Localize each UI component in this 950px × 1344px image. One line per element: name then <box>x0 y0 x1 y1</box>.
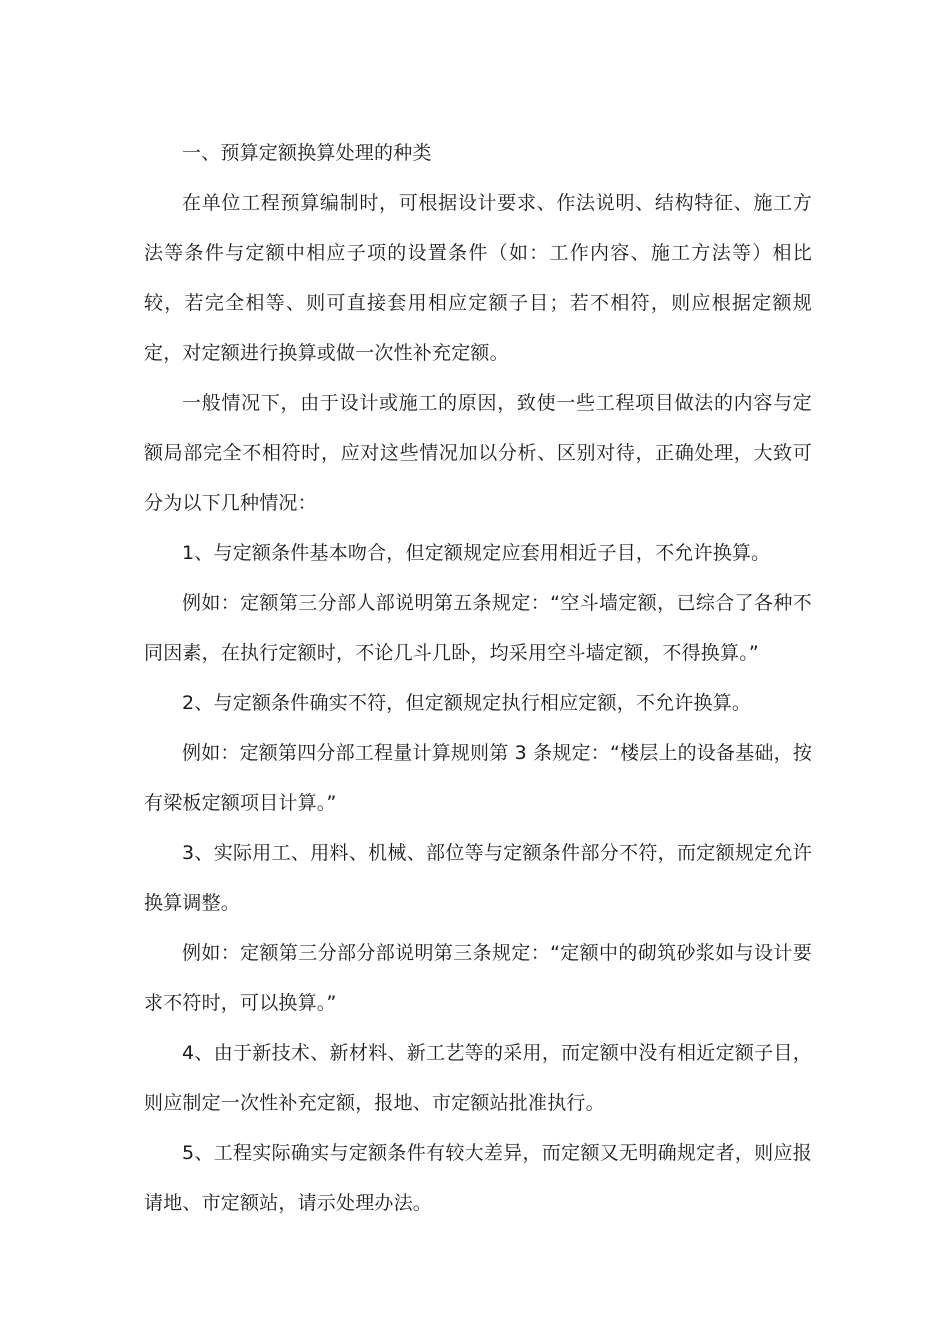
list-item: 5、工程实际确实与定额条件有较大差异，而定额又无明确规定者，则应报请地、市定额站，请示处理办法。 <box>144 1142 812 1214</box>
list-item: 4、由于新技术、新材料、新工艺等的采用，而定额中没有相近定额子目，则应制定一次性补充定额，报地、市定额站批准执行。 <box>144 1042 812 1114</box>
example-paragraph: 例如：定额第三分部人部说明第五条规定：“空斗墙定额，已综合了各种不同因素，在执行定额时，不论几斗几卧，均采用空斗墙定额，不得换算。” <box>144 592 812 664</box>
document-body <box>144 128 812 1228</box>
section-heading: 一、预算定额换算处理的种类 <box>182 142 432 164</box>
list-item: 1、与定额条件基本吻合，但定额规定应套用相近子目，不允许换算。 <box>182 542 771 564</box>
paragraph: 在单位工程预算编制时，可根据设计要求、作法说明、结构特征、施工方法等条件与定额中相应子项的设置条件（如：工作内容、施工方法等）相比较，若完全相等、则可直接套用相应定额子目；若不相符，则应根据定额规定，对定额进行换算或做一次性补充定额。 <box>144 192 812 364</box>
example-paragraph: 例如：定额第四分部工程量计算规则第 3 条规定：“楼层上的设备基础，按有梁板定额项目计算。” <box>144 742 813 814</box>
example-paragraph: 例如：定额第三分部分部说明第三条规定：“定额中的砌筑砂浆如与设计要求不符时，可以换算。” <box>144 942 812 1014</box>
list-item: 2、与定额条件确实不符，但定额规定执行相应定额，不允许换算。 <box>182 692 752 714</box>
list-item: 3、实际用工、用料、机械、部位等与定额条件部分不符，而定额规定允许换算调整。 <box>144 842 812 914</box>
paragraph: 一般情况下，由于设计或施工的原因，致使一些工程项目做法的内容与定额局部完全不相符时，应对这些情况加以分析、区别对待，正确处理，大致可分为以下几种情况： <box>144 392 812 514</box>
